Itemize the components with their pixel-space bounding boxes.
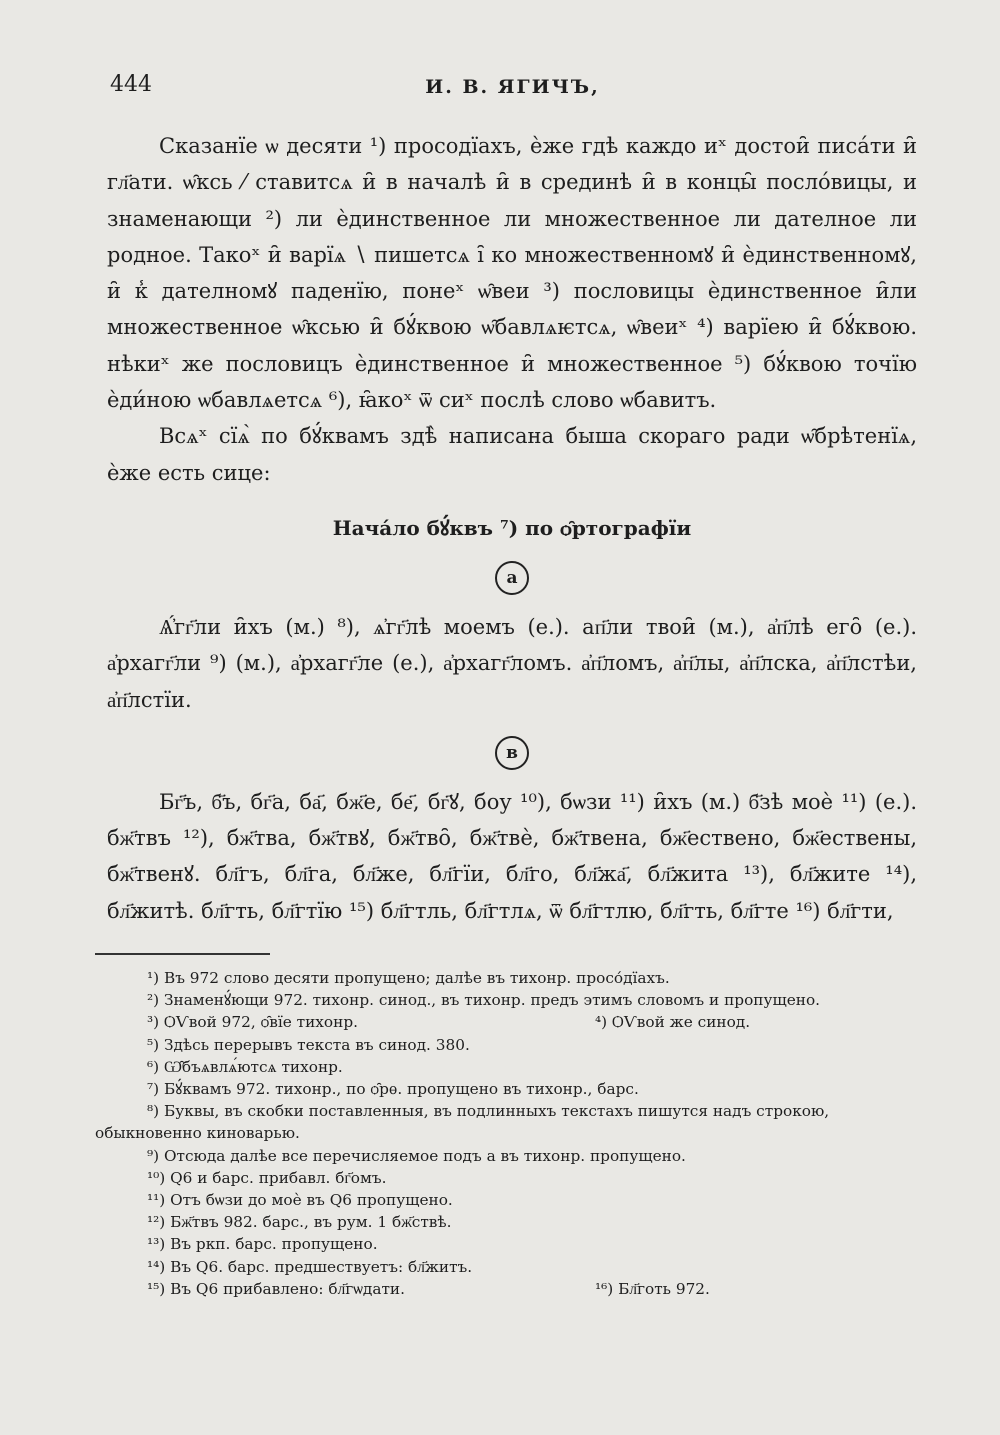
footnote-3: ³) ѺѴвой 972, ѻ̑вїе тихонр. (147, 1013, 358, 1032)
footnote-7: ⁷) Бꙋ́квамъ 972. тихонр., по ѻ̑рѳ. пропущено въ тихонр., барс. (147, 1080, 639, 1099)
footnote-6: ⁶) Ѡ̑бъѧвлѧ́ютсѧ тихонр. (147, 1057, 343, 1076)
footnote-2: ²) Знаменꙋ́ющи 972. тихонр. синод., въ тихонр. предъ этимъ словомъ и пропущено. (147, 991, 821, 1010)
footnote-5: ⁵) Здѣсь перерывъ текста въ синод. 380. (147, 1035, 470, 1054)
footnote-row-15-16 (95, 1278, 917, 1300)
footnote-15: ¹⁵) Въ Q6 прибавлено: бл҃гѡдати. (147, 1279, 405, 1298)
footnote-12: ¹²) Бж҃твъ 982. барс., въ рум. 1 бж҃ствѣ. (147, 1213, 452, 1232)
footnote-11: ¹¹) Отъ бѡзи до моѐ въ Q6 пропущено. (147, 1191, 453, 1210)
section-heading: Нача́ло бꙋ́квъ ⁷) по ѻ̑ртографїи (332, 515, 692, 540)
footnote-13: ¹³) Въ ркп. барс. пропущено. (147, 1235, 378, 1254)
footnote-row-3-4 (95, 1011, 917, 1033)
footnote-4: ⁴) ѺѴвой же синод. (595, 1013, 751, 1032)
letter-a-mark (107, 561, 917, 595)
footnotes (95, 967, 917, 1300)
page-header (110, 72, 915, 106)
footnote-16: ¹⁶) Бл҃готь 972. (595, 1279, 710, 1298)
paragraph-intro: Всѧˣ сїѧ̀ по бꙋ́квамъ здѣ̀ написана быша скораго ради ѡ̑брѣтенїѧ, ѐже есть сице: (107, 424, 917, 485)
footnote-8: ⁸) Буквы, въ скобки поставленныя, въ подлинныхъ текстахъ пишутся надъ строкою, обыкновенно киноварью. (95, 1102, 830, 1143)
main-text (107, 128, 917, 929)
letter-b-mark (107, 736, 917, 770)
paragraph-prosody: Сказанїе ѡ десяти ¹) просодїахъ, ѐже гдѣ каждо иˣ достои̑ писа́ти и̑ гл҃ати. ѡ̑ксь ⁄ ставитсѧ и̑ в началѣ и̑ в срединѣ и̑ в концы̑ посло́вицы, и знаменающи ²) ли ѐдинственное ли множественное ли дателное ли родное. Такоˣ и̑ варїѧ ∖ пишетсѧ і̑ ко множественномꙋ и̑ ѐдинственномꙋ, и̑ к̾ дателномꙋ паденїю, понеˣ ѡ̑веи ³) пословицы ѐдинственное и̑ли множественное ѡ̑ксью и̑ бꙋ́квою ѡ̑бавлѧѥтсѧ, ѡ̑веиˣ ⁴) варїею и̑ бꙋ́квою. нѣкиˣ же пословицъ ѐдинственное и̑ множественное ⁵) бꙋ́квою точїю ѐди́ною ѡбавлѧетсѧ ⁶), ꙗ̑коˣ ѿ сиˣ послѣ слово ѡбавитъ. (107, 134, 917, 413)
page-number: 444 (110, 72, 152, 97)
letter-a-circle: а (495, 561, 529, 595)
footnote-rule (95, 953, 270, 955)
footnote-1: ¹) Въ 972 слово десяти пропущено; далѣе въ тихонр. просо́дїахъ. (147, 969, 670, 987)
letter-b-circle: в (495, 736, 529, 770)
running-title: И. В. ЯГИЧЪ, (425, 76, 600, 98)
footnote-14: ¹⁴) Въ Q6. барс. предшествуетъ: бл҃житъ. (147, 1257, 473, 1276)
footnote-9: ⁹) Отсюда далѣе все перечисляемое подъ а въ тихонр. пропущено. (147, 1146, 686, 1165)
footnote-10: ¹⁰) Q6 и барс. прибавл. бг҃омъ. (147, 1168, 387, 1187)
paragraph-b: Бг҃ъ, б҃ъ, бг҃а, ба҃, бж҃е, бе҃, бг҃ꙋ, боу ¹⁰), бѡзи ¹¹) и̑хъ (м.) б҃зѣ моѐ ¹¹) (е.). бж҃твъ ¹²), бж҃тва, бж҃твꙋ, бж҃тво̑, бж҃твѐ, бж҃твена, бж҃ествено, бж҃ествены, бж҃твенꙋ. бл҃гъ, бл҃га, бл҃же, бл҃гїи, бл҃го, бл҃жа҃, бл҃жита ¹³), бл҃жите ¹⁴), бл҃житѣ. бл҃гть, бл҃гтїю ¹⁵) бл҃гтль, бл҃гтлѧ, ѿ бл҃гтлю, бл҃гть, бл҃гте ¹⁶) бл҃гти, (107, 789, 917, 923)
paragraph-a: Ѧ҆́гг҃ли и̑хъ (м.) ⁸), ѧ҆гг҃лѣ моемъ (е.). ап҃ли твои̑ (м.), а҆п҃лѣ его̑ (е.). а҆рхагг҃ли ⁹) (м.), а҆рхагг҃ле (е.), а҆рхагг҃ломъ. а҆п҃ломъ, а҆п҃лы, а҆п҃лска, а҆п҃лстѣи, а҆п҃лстїи. (107, 614, 917, 712)
